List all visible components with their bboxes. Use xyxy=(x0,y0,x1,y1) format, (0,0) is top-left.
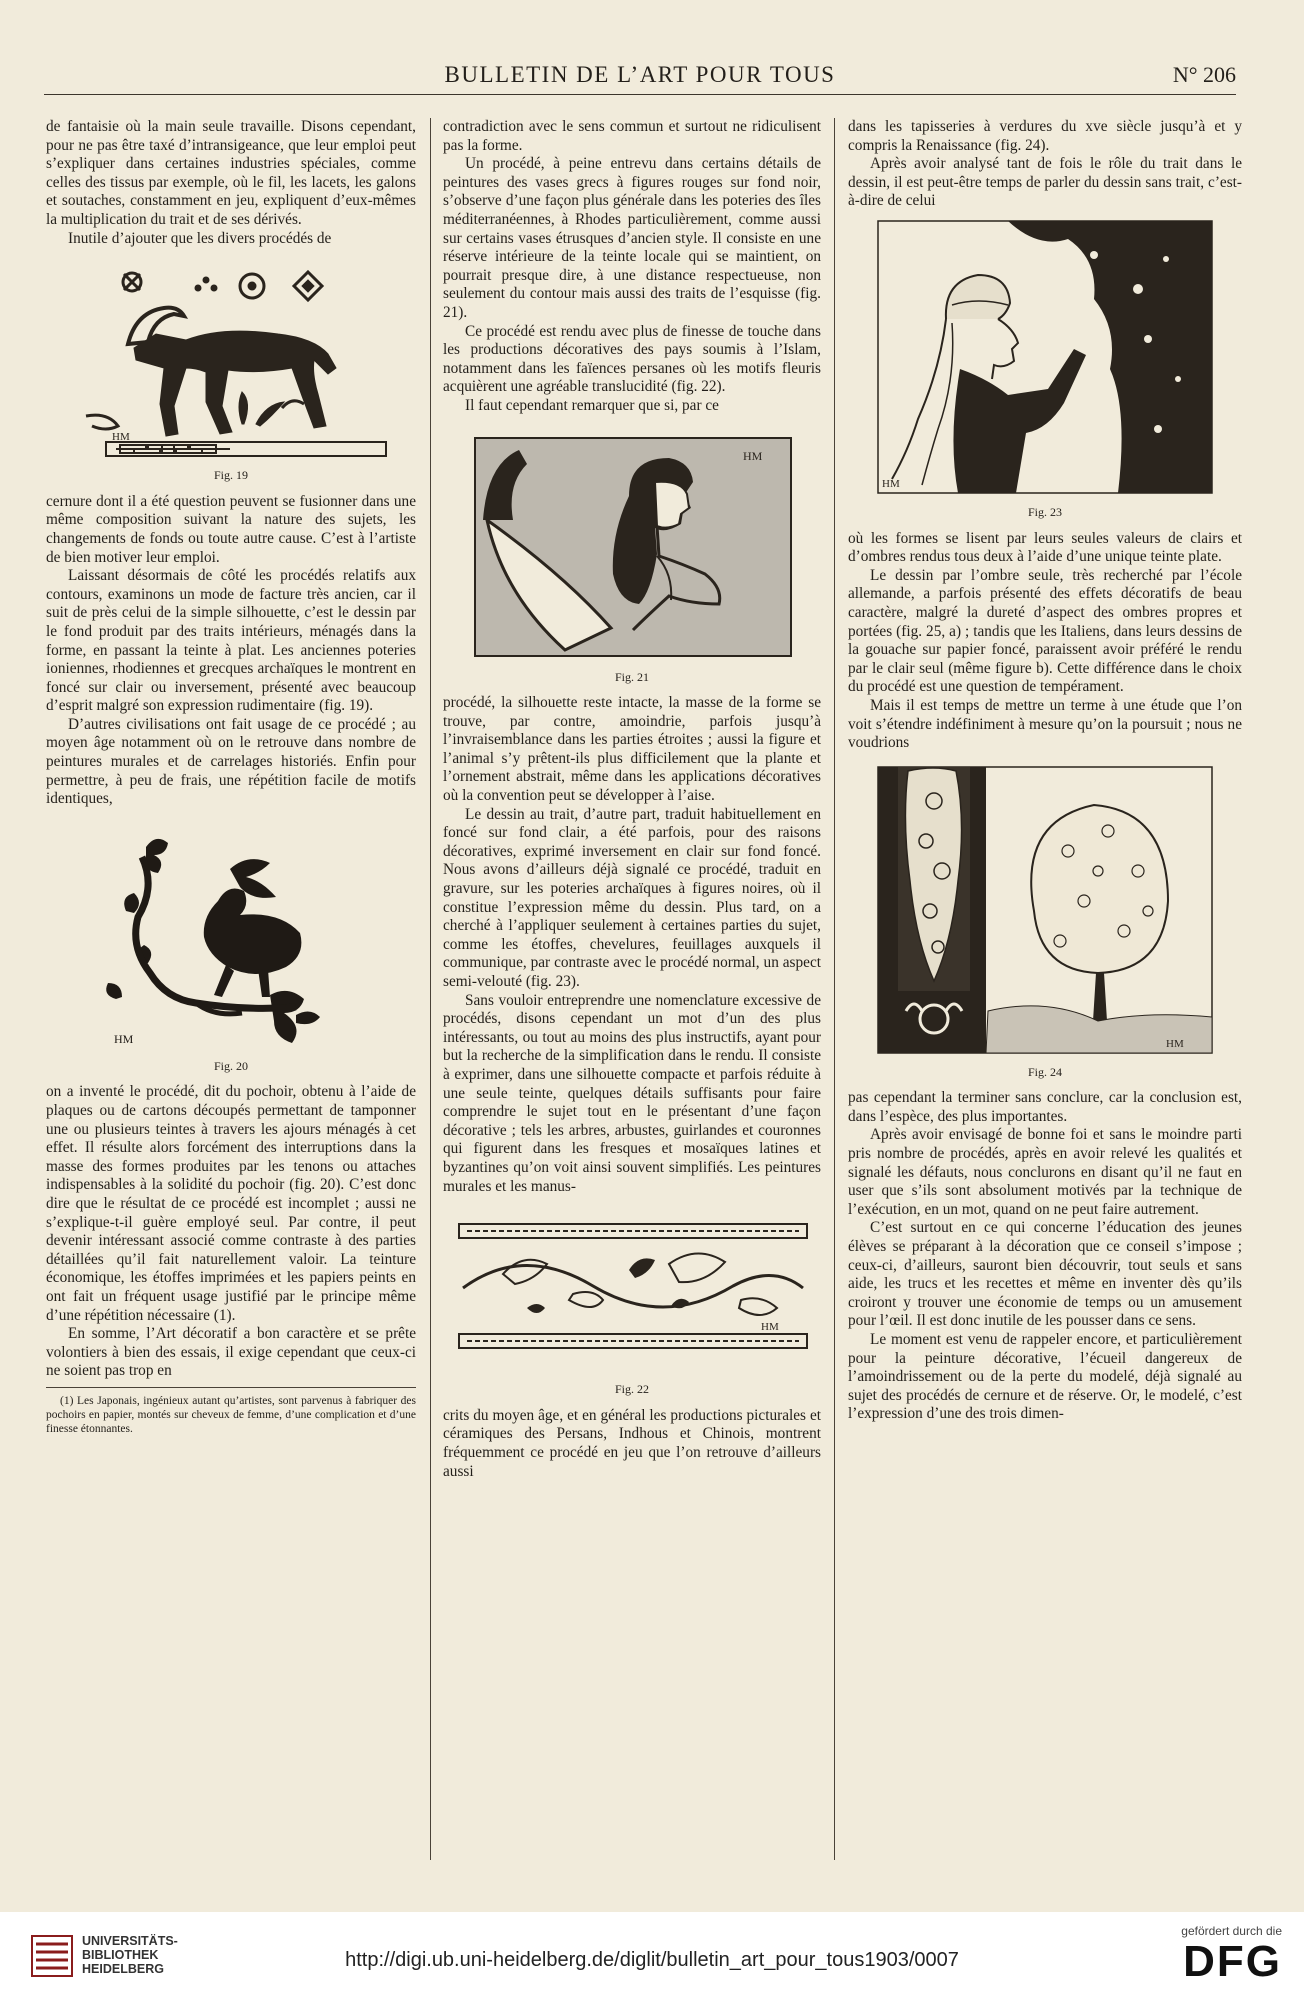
figure-monogram: HM xyxy=(743,448,763,463)
figure-23-woman-profile xyxy=(848,219,1242,499)
column-separator xyxy=(430,118,431,1860)
paragraph: Laissant désormais de côté les procédés relatifs aux contours, examinons un mode de facture très ancien, car il suit de près celui de la simple silhouette, c’est le dessin par le fond produit par des traits intérieurs, ménagés dans la forme, en passant la teinte à plat. Les anciennes poteries ioniennes, rhodiennes et grecques archaïques le montrent en foncé sur clair ou inversement, présenté avec beaucoup d’esprit malgré son expression rudimentaire (fig. 19). xyxy=(46,567,416,715)
paragraph: dans les tapisseries à verdures du xve siècle jusqu’à et y compris la Renaissance (fig. 24). xyxy=(848,118,1242,154)
paragraph: Après avoir envisagé de bonne foi et sans le moindre parti pris nombre de procédés, après en avoir relevé les qualités et signalé les défauts, nous conclurons en disant qu’il ne faut en user que s’ils sont absolument motivés par la technique de l’exécution, en un mot, quand on ne peut faire autrement. xyxy=(848,1126,1242,1218)
footer-bar xyxy=(0,1912,1304,2007)
paragraph: de fantaisie où la main seule travaille. Disons cependant, pour ne pas être taxé d’intransigeance, que leur emploi peut s’expliquer dans certaines industries spéciales, comme celles des tissus par exemple, où le fil, les lacets, les galons et soutaches, constamment en jeu, expliquent d’eux-mêmes la multiplication du trait et de ses dérivés. xyxy=(46,118,416,228)
library-name: UNIVERSITÄTS- BIBLIOTHEK HEIDELBERG xyxy=(82,1934,178,1976)
footnote-text: (1) Les Japonais, ingénieux autant qu’artistes, sont parvenus à fabriquer des pochoirs en papier, montés sur cheveux de femme, d’une complication et d’une finesse étonnantes. xyxy=(46,1394,416,1435)
column-separator xyxy=(834,118,835,1860)
header-rule xyxy=(44,94,1236,95)
paragraph: où les formes se lisent par leurs seules valeurs de clairs et d’ombres rendus tous deux à l’aide d’une unique teinte plate. xyxy=(848,529,1242,566)
dfg-wordmark: DFG xyxy=(1183,1937,1282,1986)
paragraph: Après avoir analysé tant de fois le rôle du trait dans le dessin, il est peut-être temps de parler du dessin sans trait, c’est-à-dire de celui xyxy=(848,155,1242,210)
dfg-funding-logo[interactable] xyxy=(1181,1924,1282,1986)
paragraph: procédé, la silhouette reste intacte, la masse de la forme se trouve, par contre, amoindrie, parfois jusqu’à l’invraisemblance dans les parties étroites ; aussi la figure et l’animal s’y prêtent-ils plus difficilement que la plante et l’ornement abstrait, même dans les applications décoratives où la convention peut se développer à l’aise. xyxy=(443,694,821,805)
column-2 xyxy=(443,118,821,1481)
paragraph: Ce procédé est rendu avec plus de finesse de touche dans les productions décoratives des pays soumis à l’Islam, notamment dans les faïences persanes où les motifs fleuris acquièrent une agréable translucidité (fig. 22). xyxy=(443,322,821,396)
column-1 xyxy=(46,118,416,1436)
paragraph: Le dessin au trait, d’autre part, traduit habituellement en foncé sur fond clair, a été parfois, pour des raisons décoratives, exprimé inversement en clair sur fond foncé. Nous avons d’ailleurs déjà signalé ce procédé, traduit en gravure, sur les poteries archaïques à figures noires, où il constitue l’expression même du dessin. Plus tard, on a cherché à l’appliquer seulement à certaines parties du sujet, comme les étoffes, chevelures, feuillages auxquels il communique, par contraste avec le procédé normal, un aspect semi-velouté (fig. 23). xyxy=(443,805,821,990)
figure-19-goat-illustration xyxy=(46,256,416,462)
figure-21-sphinx-illustration xyxy=(443,424,821,664)
figure-caption: Fig. 19 xyxy=(213,468,248,483)
figure-20-rooster-stencil xyxy=(46,817,416,1053)
paragraph: Un procédé, à peine entrevu dans certains détails de peintures des vases grecs à figures rouges sur fond noir, s’observe d’une façon plus générale dans les poteries des îles méditerranéennes, à Rhodes particulièrement, comme aussi sur certains vases étrusques d’ancien style. Il consiste en une réserve intérieure de la teinte locale qui se maintient, on pourrait presque dire, à une distance respectueuse, non seulement du contour mais aussi des traits de l’esquisse (fig. 21). xyxy=(443,155,821,321)
paragraph: En somme, l’Art décoratif a bon caractère et se prête volontiers à bien des essais, il exige cependant que ceux-ci ne soient pas trop en xyxy=(46,1325,416,1380)
figure-caption: Fig. 24 xyxy=(1027,1064,1062,1079)
column-3 xyxy=(848,118,1242,1424)
figure-monogram: HM xyxy=(882,477,900,490)
paragraph: C’est surtout en ce qui concerne l’éducation des jeunes élèves se préparant à la décoration que ce conseil s’impose ; ceux-ci, d’ailleurs, sauront bien découvrir, tout seuls et sans aide, les trucs et les recettes et même en inventer dès qu’ils croiront y trouver une économie de temps ou un amusement pour l’œil. Il est donc inutile de les pousser dans ce sens. xyxy=(848,1219,1242,1330)
paragraph: Le dessin par l’ombre seule, très recherché par l’école allemande, a parfois présenté des effets décoratifs de beau caractère, malgré la dureté d’aspect des ombres propres et portées (fig. 25, a) ; tandis que les Italiens, dans leurs dessins de la gouache sur papier foncé, paraissent avoir préféré le rendu par le clair seul (même figure b). Cette différence dans le choix du procédé est une question de tempérament. xyxy=(848,566,1242,696)
paragraph: D’autres civilisations ont fait usage de ce procédé ; au moyen âge notamment où on le retrouve dans nombre de peintures murales et de carrelages historiés. Enfin pour permettre, à peu de frais, une répétition facile de motifs identiques, xyxy=(46,715,416,808)
figure-caption: Fig. 21 xyxy=(614,669,649,684)
page-header xyxy=(44,52,1236,92)
issue-number: N° 206 xyxy=(1172,62,1236,87)
paragraph: Inutile d’ajouter que les divers procédés de xyxy=(68,229,332,247)
paragraph: cernure dont il a été question peuvent se fusionner dans une même composition suivant la nature des sujets, les changements de fonds ou toute autre cause. C’est à l’artiste de bien motiver leur emploi. xyxy=(46,492,416,566)
figure-monogram: HM xyxy=(761,1321,779,1334)
funding-text: gefördert durch die xyxy=(1181,1924,1282,1938)
figure-monogram: HM xyxy=(112,431,130,444)
figure-monogram: HM xyxy=(114,1031,134,1046)
paragraph: Sans vouloir entreprendre une nomenclature excessive de procédés, disons cependant un mot d’un des plus intéressants, ou tout au moins des plus instructifs, ayant pour but la recherche de la simplification dans le rendu. Il consiste à exprimer, dans une silhouette compacte et parfois réduite à une seule teinte, quelques détails suffisants pour faire comprendre le sujet tout en le présentant d’une façon décorative ; tels les arbres, arbustes, guirlandes et couronnes qui figurent dans les fresques et mosaïques latines et byzantines qu’on voit ainsi souvent simplifiés. Les peintures murales et les manus- xyxy=(443,991,821,1195)
journal-title: BULLETIN DE L’ART POUR TOUS xyxy=(444,62,836,87)
figure-caption: Fig. 23 xyxy=(1027,504,1062,519)
figure-caption: Fig. 22 xyxy=(614,1382,649,1397)
figure-24-tapestry-tree xyxy=(848,761,1242,1059)
paragraph: Mais il est temps de mettre un terme à une étude que l’on voit s’étendre indéfiniment à mesure qu’on la poursuit ; nous ne voudrions xyxy=(848,696,1242,752)
paragraph: pas cependant la terminer sans conclure, car la conclusion est, dans l’espèce, des plus importantes. xyxy=(848,1089,1242,1125)
paragraph: Il faut cependant remarquer que si, par ce xyxy=(465,396,719,414)
paragraph: Le moment est venu de rappeler encore, et particulièrement pour la peinture décorative, l’écueil dangereux de l’amoindrissement ou de la perte du modelé, déjà signalé au sujet des procédés de cernure et de réserve. Or, le modelé, c’est l’expression d’une des trois dimen- xyxy=(848,1331,1242,1423)
figure-caption: Fig. 20 xyxy=(213,1058,248,1073)
paragraph: on a inventé le procédé, dit du pochoir, obtenu à l’aide de plaques ou de cartons découpés permettant de tamponner une ou plusieurs teintes à travers les ajours ménagés à cet effet. Il résulte alors forcément des interruptions dans la masse des formes produites par les tenons ou attaches indispensables à la solidité du pochoir (fig. 20). C’est donc dire que le résultat de ce procédé est incomplet ; aussi ne s’explique-t-il guère employé seul. Par contre, il peut devenir intéressant associé comme contraste à des parties détaillées qu’il fait naturellement valoir. La teinture économique, les étoffes imprimées et les papiers peints en ont fait un fréquent usage justifié par le principe même d’une répétition nécessaire (1). xyxy=(46,1083,416,1324)
figure-22-persian-frieze xyxy=(443,1204,821,1376)
paragraph: crits du moyen âge, et en général les productions picturales et céramiques des Persans, Indhous et Chinois, montrent fréquemment ce procédé en jeu que l’on retrouve d’ailleurs aussi xyxy=(443,1406,821,1480)
figure-monogram: HM xyxy=(1166,1037,1184,1050)
footnote xyxy=(46,1387,416,1436)
paragraph: contradiction avec le sens commun et surtout ne ridiculisent pas la forme. xyxy=(443,118,821,154)
source-url-link[interactable]: http://digi.ub.uni-heidelberg.de/diglit/bulletin_art_pour_tous1903/0007 xyxy=(345,1949,959,1971)
